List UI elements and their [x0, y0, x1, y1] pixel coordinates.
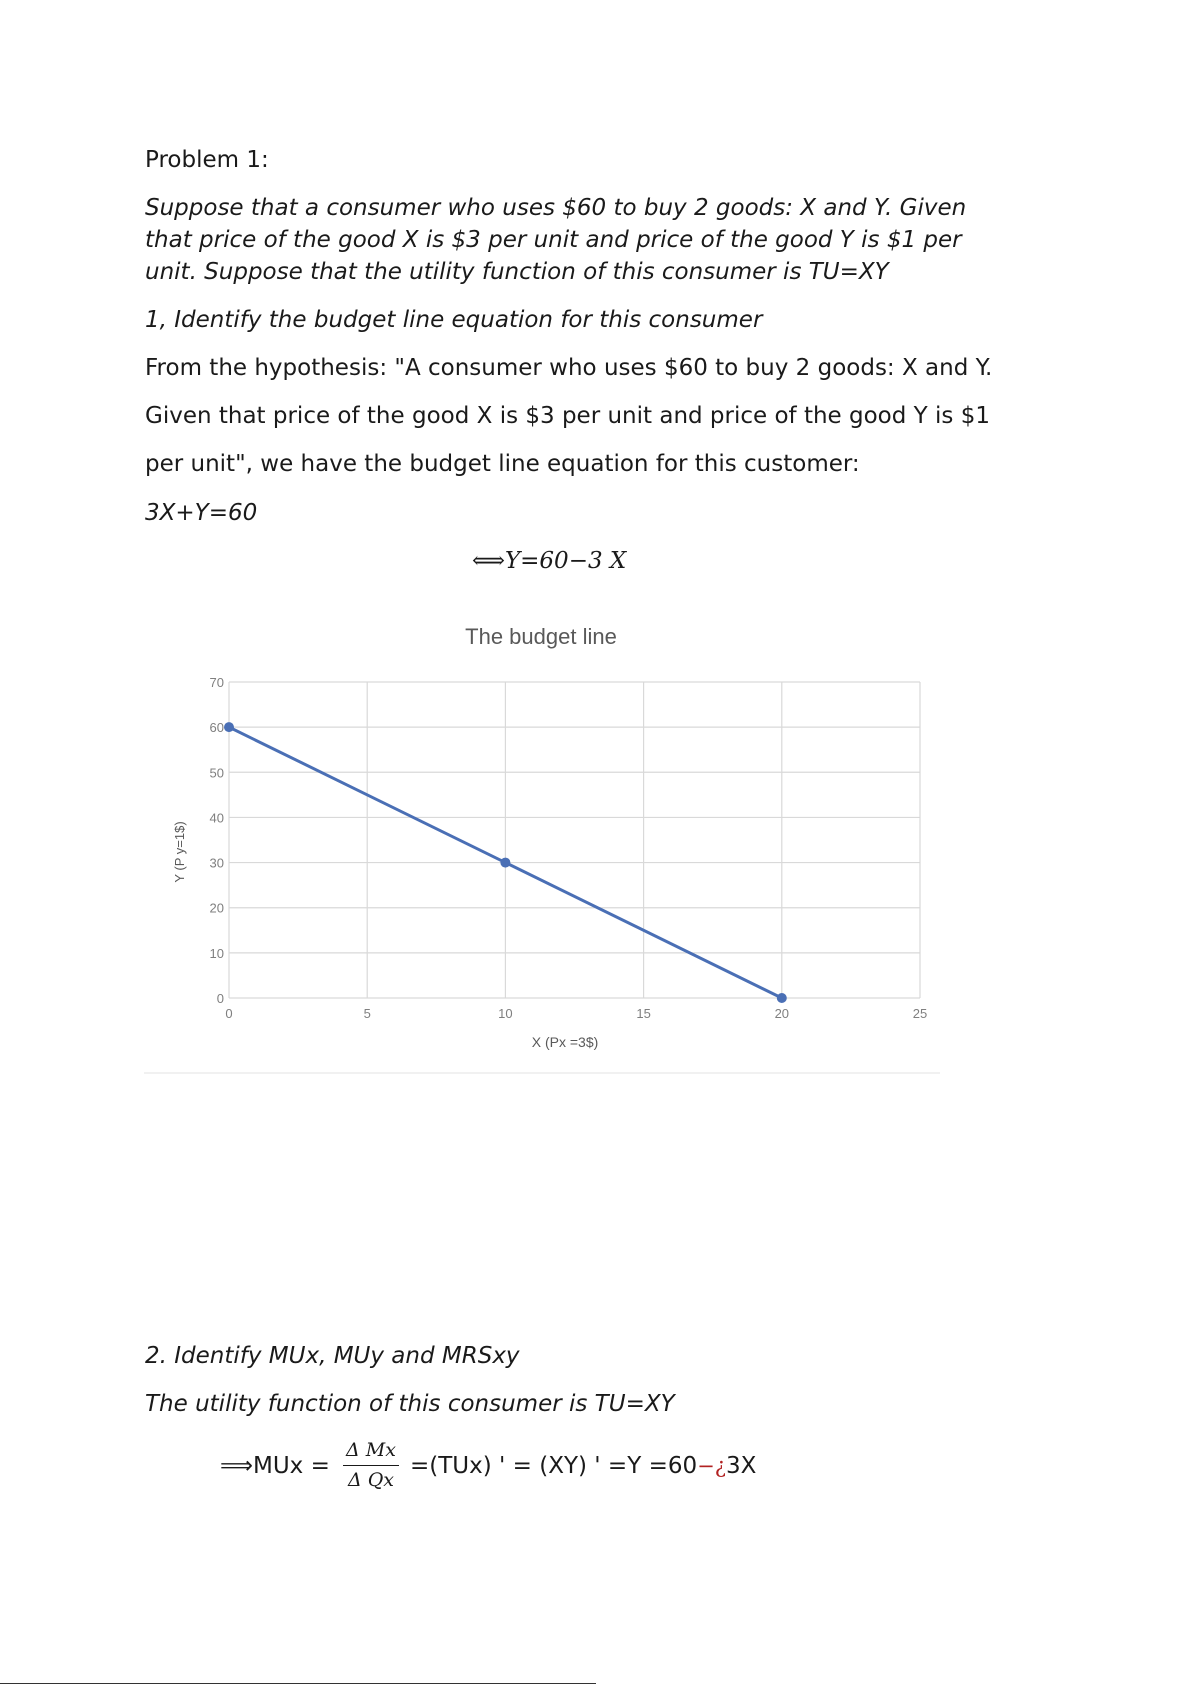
y-tick-label: 0 — [216, 991, 224, 1006]
x-tick-label: 10 — [498, 1006, 513, 1021]
y-tick-label: 40 — [209, 810, 224, 826]
fraction-bar — [343, 1465, 399, 1466]
mux-suffix-glyph: −¿ — [697, 1454, 726, 1478]
para-line-1: From the hypothesis: "A consumer who uses $60 to buy 2 goods: X and Y. — [145, 355, 993, 381]
para-line-3: per unit", we have the budget line equation for this customer: — [145, 451, 860, 477]
fraction-denominator: Δ Qx — [347, 1469, 395, 1491]
intro-line-3: unit. Suppose that the utility function of this consumer is TU=XY — [145, 259, 889, 285]
problem-heading: Problem 1: — [145, 147, 269, 173]
y-tick-label: 60 — [209, 720, 224, 736]
intro-line-2: that price of the good X is $3 per unit and price of the good Y is $1 per — [145, 227, 962, 253]
x-tick-label: 20 — [774, 1006, 790, 1021]
y-tick-label: 10 — [209, 945, 224, 961]
footnote-rule — [0, 1683, 596, 1684]
x-tick-label: 15 — [636, 1006, 651, 1021]
x-tick-label: 25 — [912, 1006, 928, 1021]
y-tick-label: 50 — [209, 765, 224, 781]
question-2: 2. Identify MUx, MUy and MRSxy — [145, 1343, 520, 1369]
x-tick-label: 5 — [363, 1006, 371, 1021]
mux-prefix: ⟹MUx = — [220, 1453, 330, 1479]
question-1: 1, Identify the budget line equation for this consumer — [145, 307, 763, 333]
budget-equation: 3X+Y=60 — [145, 500, 258, 526]
y-tick-label: 70 — [209, 675, 224, 690]
data-point — [500, 858, 510, 868]
budget-line-chart — [144, 615, 944, 1075]
intro-line-1: Suppose that a consumer who uses $60 to buy 2 goods: X and Y. Given — [145, 195, 967, 221]
fraction-numerator: Δ Mx — [346, 1439, 396, 1461]
y-tick-label: 30 — [209, 855, 224, 871]
chart-background — [144, 615, 944, 1075]
y-axis-label: Y (P y=1$) — [172, 821, 187, 883]
mux-suffix-end: 3X — [725, 1453, 757, 1479]
utility-line: The utility function of this consumer is TU=XY — [145, 1391, 675, 1417]
chart-title: The budget line — [465, 624, 617, 649]
x-axis-label: X (Px =3$) — [531, 1034, 599, 1050]
data-point — [224, 722, 234, 732]
mux-suffix-main: =(TUx) ' = (XY) ' =Y =60 — [410, 1453, 698, 1479]
y-tick-label: 20 — [209, 900, 224, 916]
budget-equation-solved: ⟺Y=60−3 X — [472, 548, 627, 574]
x-tick-label: 0 — [225, 1006, 233, 1021]
para-line-2: Given that price of the good X is $3 per unit and price of the good Y is $1 — [145, 403, 990, 429]
mux-suffix — [410, 1450, 756, 1482]
data-point — [777, 993, 787, 1003]
mux-fraction — [343, 1438, 399, 1494]
